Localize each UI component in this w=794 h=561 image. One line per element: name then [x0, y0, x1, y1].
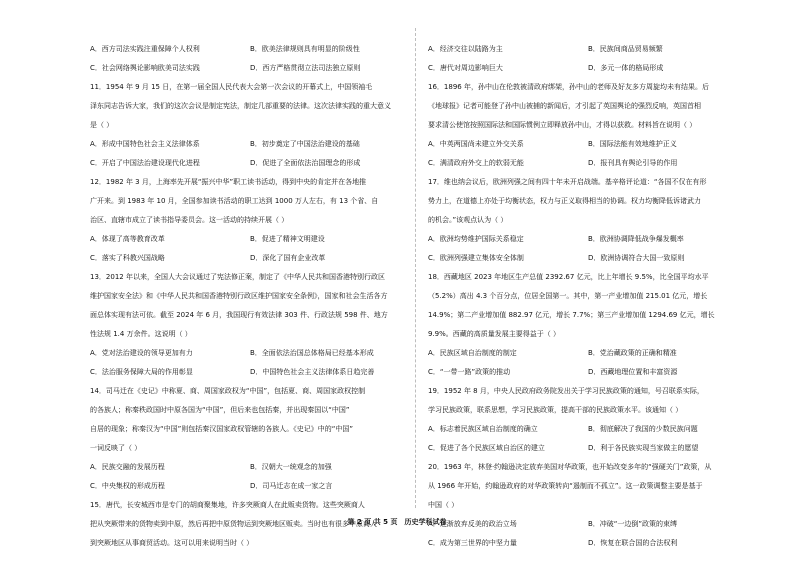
answer-option: D．多元一体的格局形成	[588, 64, 664, 72]
question-text-line: 是（ ）	[90, 121, 114, 129]
question-text-line: 势力上，在道德上亦处于均衡状态，权力与正义取得相当的协调。权力均衡降低诉诸武力	[428, 197, 701, 205]
answer-options-row	[428, 420, 758, 439]
answer-options-row	[428, 135, 758, 154]
answer-options-row	[428, 154, 758, 173]
answer-options-row	[90, 249, 420, 268]
answer-option: C．开启了中国法治建设现代化进程	[90, 159, 200, 167]
answer-option: C．欧洲列强建立集体安全体制	[428, 254, 524, 262]
answer-option: D．欧洲协调符合大国一致原则	[588, 254, 685, 262]
answer-option: C．“一带一路”政策的推动	[428, 368, 511, 376]
answer-option: B．汉朝大一统观念的加强	[250, 463, 332, 471]
question-text-line: 学习民族政策，联系思想，学习民族政策，提高干部的民族政策水平。该通知（ ）	[428, 406, 683, 414]
answer-options-row	[90, 477, 420, 496]
answer-options-row	[90, 458, 420, 477]
answer-options-row	[90, 135, 420, 154]
question-text-line: 广开来。到 1983 年 10 月，全国参加读书活动的职工达到 1000 万人左右，有 13 个省、自	[90, 197, 379, 205]
answer-option: B．初步奠定了中国法治建设的基础	[250, 140, 360, 148]
answer-option: C．社会网络舆论影响欧美司法实践	[90, 64, 200, 72]
question-text-line: 的机会。”该观点认为（ ）	[428, 216, 508, 224]
question-text-line: 17．维也纳会议后，欧洲列强之间有四十年未开启战端。基辛格评论道：“各国不仅在有形	[428, 178, 707, 186]
question-text-line: 治区、直辖市成立了读书指导委员会。这一活动的持续开展（ ）	[90, 216, 289, 224]
answer-option: D．司马迁志在成一家之言	[250, 482, 333, 490]
question-text-line: 泽东同志告诉大家，我们的这次会议是制定宪法，制定几部重要的法律。这次法律实践的重大意义	[90, 102, 391, 110]
answer-option: D．中国特色社会主义法律体系日趋完善	[250, 368, 375, 376]
answer-option: C．满清政府外交上的软弱无能	[428, 159, 524, 167]
question-text-line: 14.9%；第二产业增加值 882.97 亿元，增长 7.7%；第三产业增加值 1294.69 亿元，增长	[428, 311, 715, 319]
answer-option: A．逐渐放弃反美的政治立场	[428, 520, 517, 528]
answer-option: D．利于各民族实现当家做主的愿望	[588, 444, 699, 452]
question-text-line: 自居的现象；称秦汉为“中国”则包括秦汉国家政权管辖的各族人。《史记》中的“中国”	[90, 425, 354, 433]
answer-option: A．民族区域自治制度的制定	[428, 349, 517, 357]
question-text-line: 9.9%。西藏的高质量发展主要得益于（ ）	[428, 330, 561, 338]
question-text-line: 18．西藏地区 2023 年地区生产总值 2392.67 亿元，比上年增长 9.5%，比全国平均水平	[428, 273, 709, 281]
answer-option: D．促进了全面依法治国理念的形成	[250, 159, 361, 167]
answer-option: A．体现了高等教育改革	[90, 235, 165, 243]
answer-option: A．欧洲均势维护国际关系稳定	[428, 235, 524, 243]
question-text-line: 20．1963 年，林登·约翰逊决定放弃美国对华政策，也开始改变多年的“强硬关门”政策，从	[428, 463, 712, 471]
answer-options-row	[428, 40, 758, 59]
question-text-line: 中国（ ）	[428, 501, 459, 509]
answer-option: D．深化了国有企业改革	[250, 254, 326, 262]
page-footer: 第 2 页 共 5 页 历史学科试卷	[347, 518, 447, 526]
question-text-line: 11．1954 年 9 月 15 日，在第一届全国人民代表大会第一次会议的开幕式上，中国领袖毛	[90, 83, 373, 91]
answer-option: C．成为第三世界的中坚力量	[428, 539, 517, 547]
answer-option: A．民族交融的发展历程	[90, 463, 165, 471]
question-text-line: 16．1896 年，孙中山在伦敦被清政府绑架，孙中山的老师及好友多方周旋均未有结果。后	[428, 83, 709, 91]
answer-option: B．全面依法治国总体格局已经基本形成	[250, 349, 374, 357]
left-column	[90, 40, 420, 553]
question-text-line: 14．司马迁在《史记》中称夏、商、周国家政权为“中国”，包括夏、商、周国家政权控制	[90, 387, 366, 395]
answer-option: D．报刊具有舆论引导的作用	[588, 159, 678, 167]
question-text-line: 12．1982 年 3 月，上海率先开展“振兴中华”职工读书活动，得到中央的肯定并在各地推	[90, 178, 367, 186]
answer-option: D．西方严格贯彻立法司法独立原则	[250, 64, 361, 72]
answer-option: A．西方司法实践注重保障个人权利	[90, 45, 200, 53]
answer-option: C．促进了各个民族区域自治区的建立	[428, 444, 545, 452]
answer-option: B．欧洲协调降低战争爆发概率	[588, 235, 684, 243]
answer-options-row	[90, 59, 420, 78]
question-text-line: 从 1966 年开始，约翰逊政府的对华政策转向“遏制而不孤立”。这一政策调整主要是基于	[428, 482, 703, 490]
answer-option: B．彻底解决了我国的少数民族问题	[588, 425, 698, 433]
answer-option: C．中央集权的形成历程	[90, 482, 165, 490]
question-text-line: （5.2%）高出 4.3 个百分点，位居全国第一。其中，第一产业增加值 215.01 亿元，增长	[428, 292, 708, 300]
answer-option: B．党治藏政策的正确和精准	[588, 349, 677, 357]
question-text-line: 的各族人；称秦秩政国时中原各国为“中国”，但后来也包括秦，并出现秦国以“中国”	[90, 406, 350, 414]
answer-options-row	[428, 439, 758, 458]
answer-option: B．欧美法律规则具有明显的阶级性	[250, 45, 360, 53]
answer-option: D．西藏地理位置和丰富资源	[588, 368, 678, 376]
answer-option: C．唐代对周边影响巨大	[428, 64, 503, 72]
question-text-line: 面总体实现有法可依。截至 2024 年 6 月，我国现行有效法律 303 件、行政法规 598 件、地方	[90, 311, 388, 319]
question-text-line: 把从突厥带来的货物卖到中原，然后再把中原货物运到突厥地区贩卖。当时也有很多中原商人	[90, 520, 377, 528]
answer-option: A．党对法治建设的领导更加有力	[90, 349, 193, 357]
answer-option: A．经济交往以陆路为主	[428, 45, 503, 53]
answer-options-row	[428, 363, 758, 382]
answer-options-row	[90, 363, 420, 382]
answer-option: B．促进了精神文明建设	[250, 235, 325, 243]
question-text-line: 性法规 1.4 万余件。这说明（ ）	[90, 330, 192, 338]
question-text-line: 《地球报》记者可能登了孙中山被捕的新闻后，才引起了英国舆论的强烈反响，英国首相	[428, 102, 701, 110]
question-text-line: 要求清公使馆按照国际法和国际惯例立即释放孙中山，才得以获救。材料旨在说明（ ）	[428, 121, 697, 129]
answer-option: B．冲破“一边倒”政策的束缚	[588, 520, 678, 528]
right-column	[428, 40, 758, 553]
answer-option: A．形成中国特色社会主义法律体系	[90, 140, 200, 148]
answer-option: D．恢复在联合国的合法权利	[588, 539, 678, 547]
answer-options-row	[90, 230, 420, 249]
answer-option: B．国际法能有效地维护正义	[588, 140, 677, 148]
answer-options-row	[428, 534, 758, 553]
answer-options-row	[428, 230, 758, 249]
answer-option: B．民族间商品贸易频繁	[588, 45, 663, 53]
question-text-line: 到突厥地区从事商贸活动。这可以用来说明当时（ ）	[90, 539, 254, 547]
question-text-line: 一词反映了（ ）	[90, 444, 142, 452]
answer-options-row	[90, 344, 420, 363]
answer-options-row	[428, 344, 758, 363]
answer-option: C．法治服务保障大局的作用彰显	[90, 368, 193, 376]
question-text-line: 13．2012 年以来，全国人大会议通过了宪法修正案，制定了《中华人民共和国香港特别行政区	[90, 273, 385, 281]
answer-options-row	[90, 154, 420, 173]
answer-option: A．标志着民族区域自治制度的确立	[428, 425, 538, 433]
answer-option: A．中英两国尚未建立外交关系	[428, 140, 524, 148]
answer-options-row	[428, 249, 758, 268]
question-text-line: 15．唐代，长安城西市是专门的胡商聚集地，许多突厥商人在此贩卖货物。这些突厥商人	[90, 501, 365, 509]
answer-options-row	[90, 40, 420, 59]
answer-option: C．落实了科教兴国战略	[90, 254, 165, 262]
answer-options-row	[428, 59, 758, 78]
question-text-line: 19．1952 年 8 月，中央人民政府政务院发出关于学习民族政策的通知，号召联系实际，	[428, 387, 704, 395]
question-text-line: 维护国家安全法》和《中华人民共和国香港特别行政区维护国家安全条例》，国家和社会生活各方	[90, 292, 388, 300]
